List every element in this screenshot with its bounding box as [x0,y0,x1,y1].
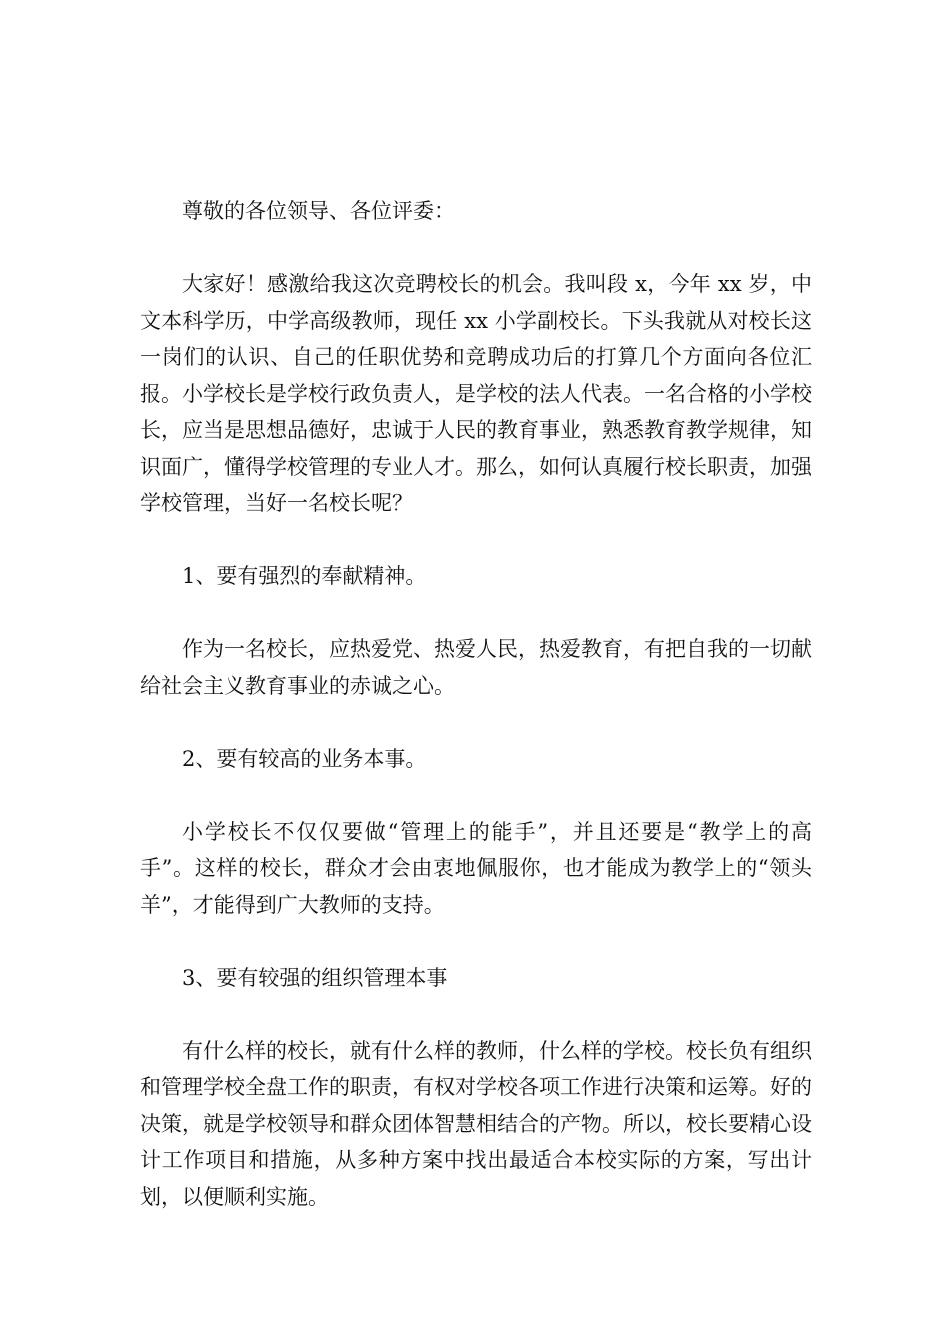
document-body [140,193,812,1252]
section-body-2: 小学校长不仅仅要做“管理上的能手”，并且还要是“教学上的高手”。这样的校长，群众才会由衷地佩服你，也才能成为教学上的“领头羊”，才能得到广大教师的支持。 [140,819,812,917]
salutation: 尊敬的各位领导、各位评委： [182,199,455,223]
section-body-3: 有什么样的校长，就有什么样的教师，什么样的学校。校长负有组织和管理学校全盘工作的职责，有权对学校各项工作进行决策和运筹。好的决策，就是学校领导和群众团体智慧相结合的产物。所以，校长要精心设计工作项目和措施，从多种方案中找出最适合本校实际的方案，写出计划，以便顺利实施。 [140,1038,812,1209]
intro-paragraph: 大家好！感激给我这次竞聘校长的机会。我叫段 x，今年 xx 岁，中文本科学历，中学高级教师，现任 xx 小学副校长。下头我就从对校长这一岗们的认识、自己的任职优势和竞聘成功后的打算几个方面向各位汇报。小学校长是学校行政负责人，是学校的法人代表。一名合格的小学校长，应当是思想品德好，忠诚于人民的教育事业，熟悉教育教学规律，知识面广，懂得学校管理的专业人才。那么，如何认真履行校长职责，加强学校管理，当好一名校长呢？ [140,272,812,515]
section-heading-1: 1、要有强烈的奉献精神。 [182,564,427,588]
section-heading-3: 3、要有较强的组织管理本事 [182,965,448,990]
section-heading-2: 2、要有较高的业务本事。 [182,746,427,771]
section-body-1: 作为一名校长，应热爱党、热爱人民，热爱教育，有把自我的一切献给社会主义教育事业的赤诚之心。 [140,637,812,698]
